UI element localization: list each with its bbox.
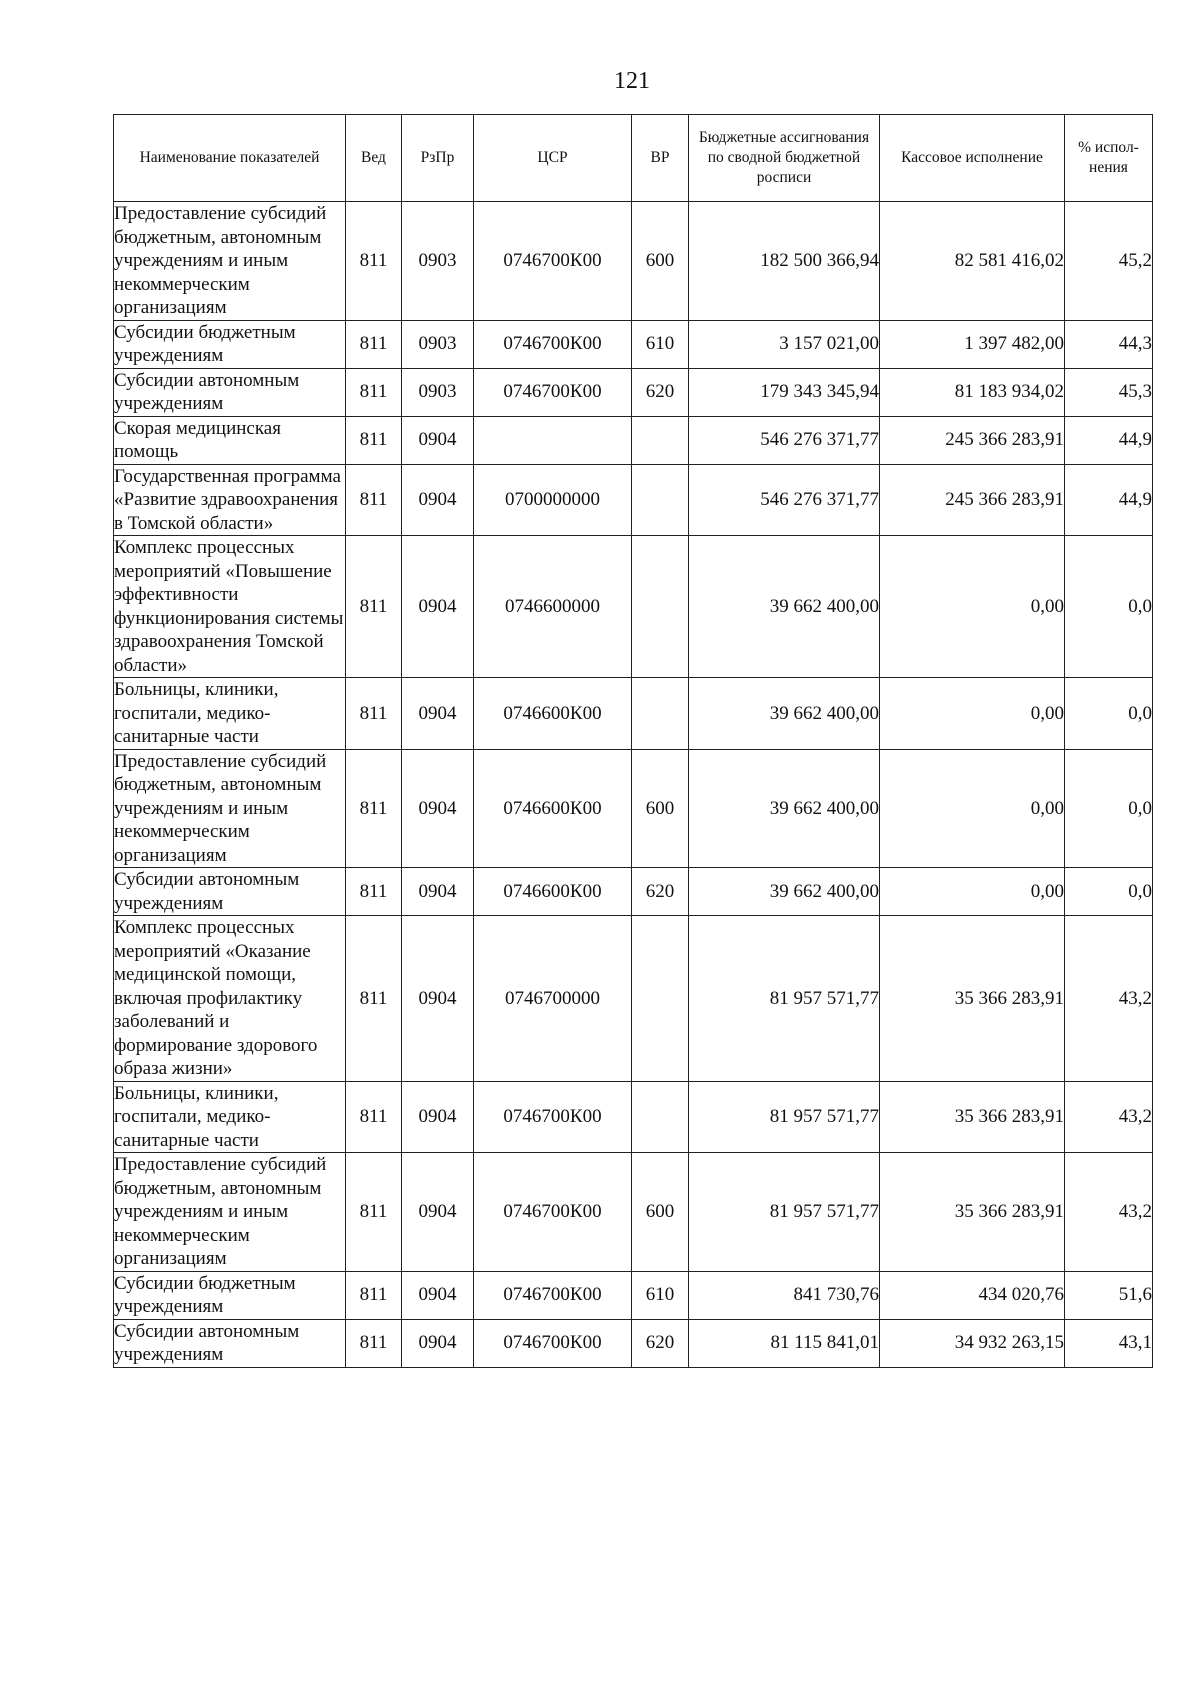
- cell-percent: 43,2: [1065, 1081, 1153, 1153]
- cell-budget: 546 276 371,77: [689, 464, 880, 536]
- cell-rzpr: 0904: [402, 749, 474, 868]
- header-rzpr: РзПр: [402, 115, 474, 202]
- cell-percent: 45,3: [1065, 368, 1153, 416]
- cell-budget: 81 957 571,77: [689, 1153, 880, 1272]
- cell-csr: 0746700К00: [474, 368, 632, 416]
- cell-ved: 811: [346, 536, 402, 678]
- cell-name: Субсидии автономным учреждениям: [114, 868, 346, 916]
- cell-cash: 0,00: [880, 868, 1065, 916]
- cell-ved: 811: [346, 868, 402, 916]
- cell-rzpr: 0903: [402, 202, 474, 321]
- cell-budget: 81 957 571,77: [689, 916, 880, 1082]
- table-row: [114, 678, 1153, 750]
- table-row: [114, 202, 1153, 321]
- cell-rzpr: 0904: [402, 1271, 474, 1319]
- cell-percent: 43,2: [1065, 916, 1153, 1082]
- cell-vr: 620: [632, 868, 689, 916]
- cell-cash: 245 366 283,91: [880, 416, 1065, 464]
- header-csr: ЦСР: [474, 115, 632, 202]
- budget-table: [113, 114, 1153, 1368]
- table-body: [114, 202, 1153, 1368]
- cell-rzpr: 0904: [402, 678, 474, 750]
- table-row: [114, 1319, 1153, 1367]
- header-ved: Вед: [346, 115, 402, 202]
- table-row: [114, 1081, 1153, 1153]
- cell-cash: 35 366 283,91: [880, 1153, 1065, 1272]
- cell-name: Комплекс процессных мероприятий «Повышение эффективности функционирования системы здравоохранения Томской области»: [114, 536, 346, 678]
- cell-name: Скорая медицинская помощь: [114, 416, 346, 464]
- cell-percent: 44,3: [1065, 320, 1153, 368]
- cell-vr: [632, 416, 689, 464]
- cell-name: Комплекс процессных мероприятий «Оказание медицинской помощи, включая профилактику заболеваний и формирование здорового образа жизни»: [114, 916, 346, 1082]
- cell-rzpr: 0904: [402, 464, 474, 536]
- table-row: [114, 1153, 1153, 1272]
- table-row: [114, 464, 1153, 536]
- cell-vr: [632, 678, 689, 750]
- cell-percent: 0,0: [1065, 749, 1153, 868]
- cell-vr: 600: [632, 202, 689, 321]
- cell-csr: 0746600К00: [474, 868, 632, 916]
- cell-budget: 3 157 021,00: [689, 320, 880, 368]
- cell-ved: 811: [346, 1153, 402, 1272]
- cell-name: Предоставление субсидий бюджетным, автономным учреждениям и иным некоммерческим организациям: [114, 1153, 346, 1272]
- cell-csr: [474, 416, 632, 464]
- cell-ved: 811: [346, 1081, 402, 1153]
- cell-vr: 600: [632, 1153, 689, 1272]
- cell-vr: [632, 464, 689, 536]
- cell-ved: 811: [346, 749, 402, 868]
- cell-csr: 0746700000: [474, 916, 632, 1082]
- cell-budget: 39 662 400,00: [689, 749, 880, 868]
- cell-csr: 0746600К00: [474, 749, 632, 868]
- cell-name: Субсидии бюджетным учреждениям: [114, 320, 346, 368]
- table-row: [114, 536, 1153, 678]
- cell-name: Субсидии автономным учреждениям: [114, 368, 346, 416]
- cell-vr: 610: [632, 320, 689, 368]
- cell-ved: 811: [346, 202, 402, 321]
- cell-csr: 0746700К00: [474, 1319, 632, 1367]
- cell-vr: [632, 1081, 689, 1153]
- cell-percent: 43,1: [1065, 1319, 1153, 1367]
- cell-rzpr: 0904: [402, 416, 474, 464]
- cell-name: Государственная программа «Развитие здравоохранения в Томской области»: [114, 464, 346, 536]
- cell-ved: 811: [346, 320, 402, 368]
- cell-vr: [632, 916, 689, 1082]
- cell-csr: 0746700К00: [474, 320, 632, 368]
- cell-budget: 81 115 841,01: [689, 1319, 880, 1367]
- cell-csr: 0746700К00: [474, 1081, 632, 1153]
- cell-cash: 434 020,76: [880, 1271, 1065, 1319]
- cell-cash: 0,00: [880, 536, 1065, 678]
- cell-budget: 841 730,76: [689, 1271, 880, 1319]
- table-row: [114, 749, 1153, 868]
- table-row: [114, 868, 1153, 916]
- cell-cash: 0,00: [880, 749, 1065, 868]
- cell-rzpr: 0904: [402, 1319, 474, 1367]
- cell-name: Предоставление субсидий бюджетным, автономным учреждениям и иным некоммерческим организациям: [114, 202, 346, 321]
- cell-csr: 0746600000: [474, 536, 632, 678]
- cell-name: Больницы, клиники, госпитали, медико-санитарные части: [114, 678, 346, 750]
- cell-budget: 81 957 571,77: [689, 1081, 880, 1153]
- cell-percent: 0,0: [1065, 868, 1153, 916]
- table-header-row: [114, 115, 1153, 202]
- cell-rzpr: 0904: [402, 868, 474, 916]
- cell-rzpr: 0904: [402, 536, 474, 678]
- table-row: [114, 1271, 1153, 1319]
- cell-rzpr: 0904: [402, 1081, 474, 1153]
- header-name: Наименование показателей: [114, 115, 346, 202]
- cell-percent: 0,0: [1065, 536, 1153, 678]
- cell-cash: 245 366 283,91: [880, 464, 1065, 536]
- cell-csr: 0746700К00: [474, 1271, 632, 1319]
- cell-vr: 610: [632, 1271, 689, 1319]
- cell-csr: 0700000000: [474, 464, 632, 536]
- cell-cash: 34 932 263,15: [880, 1319, 1065, 1367]
- cell-name: Больницы, клиники, госпитали, медико-санитарные части: [114, 1081, 346, 1153]
- cell-ved: 811: [346, 678, 402, 750]
- cell-rzpr: 0903: [402, 368, 474, 416]
- cell-budget: 39 662 400,00: [689, 536, 880, 678]
- cell-ved: 811: [346, 1271, 402, 1319]
- cell-ved: 811: [346, 1319, 402, 1367]
- cell-name: Субсидии бюджетным учреждениям: [114, 1271, 346, 1319]
- table-row: [114, 916, 1153, 1082]
- cell-ved: 811: [346, 416, 402, 464]
- cell-budget: 179 343 345,94: [689, 368, 880, 416]
- cell-budget: 39 662 400,00: [689, 868, 880, 916]
- cell-cash: 35 366 283,91: [880, 916, 1065, 1082]
- cell-name: Субсидии автономным учреждениям: [114, 1319, 346, 1367]
- cell-vr: 620: [632, 368, 689, 416]
- cell-budget: 182 500 366,94: [689, 202, 880, 321]
- cell-cash: 81 183 934,02: [880, 368, 1065, 416]
- cell-ved: 811: [346, 916, 402, 1082]
- header-vr: ВР: [632, 115, 689, 202]
- cell-csr: 0746700К00: [474, 1153, 632, 1272]
- cell-rzpr: 0904: [402, 1153, 474, 1272]
- cell-percent: 44,9: [1065, 416, 1153, 464]
- header-budget: Бюджетные ассигнования по сводной бюджетной росписи: [689, 115, 880, 202]
- cell-percent: 45,2: [1065, 202, 1153, 321]
- header-cash: Кассовое исполнение: [880, 115, 1065, 202]
- cell-budget: 546 276 371,77: [689, 416, 880, 464]
- cell-cash: 82 581 416,02: [880, 202, 1065, 321]
- cell-vr: 600: [632, 749, 689, 868]
- cell-rzpr: 0904: [402, 916, 474, 1082]
- cell-percent: 0,0: [1065, 678, 1153, 750]
- cell-budget: 39 662 400,00: [689, 678, 880, 750]
- table-row: [114, 320, 1153, 368]
- cell-ved: 811: [346, 464, 402, 536]
- cell-cash: 0,00: [880, 678, 1065, 750]
- cell-cash: 1 397 482,00: [880, 320, 1065, 368]
- cell-csr: 0746700К00: [474, 202, 632, 321]
- cell-cash: 35 366 283,91: [880, 1081, 1065, 1153]
- cell-rzpr: 0903: [402, 320, 474, 368]
- header-percent: % испол-нения: [1065, 115, 1153, 202]
- cell-vr: 620: [632, 1319, 689, 1367]
- cell-ved: 811: [346, 368, 402, 416]
- cell-percent: 43,2: [1065, 1153, 1153, 1272]
- cell-name: Предоставление субсидий бюджетным, автономным учреждениям и иным некоммерческим организациям: [114, 749, 346, 868]
- table-row: [114, 416, 1153, 464]
- cell-percent: 51,6: [1065, 1271, 1153, 1319]
- cell-percent: 44,9: [1065, 464, 1153, 536]
- page-number: 121: [614, 68, 650, 94]
- cell-csr: 0746600К00: [474, 678, 632, 750]
- table-row: [114, 368, 1153, 416]
- cell-vr: [632, 536, 689, 678]
